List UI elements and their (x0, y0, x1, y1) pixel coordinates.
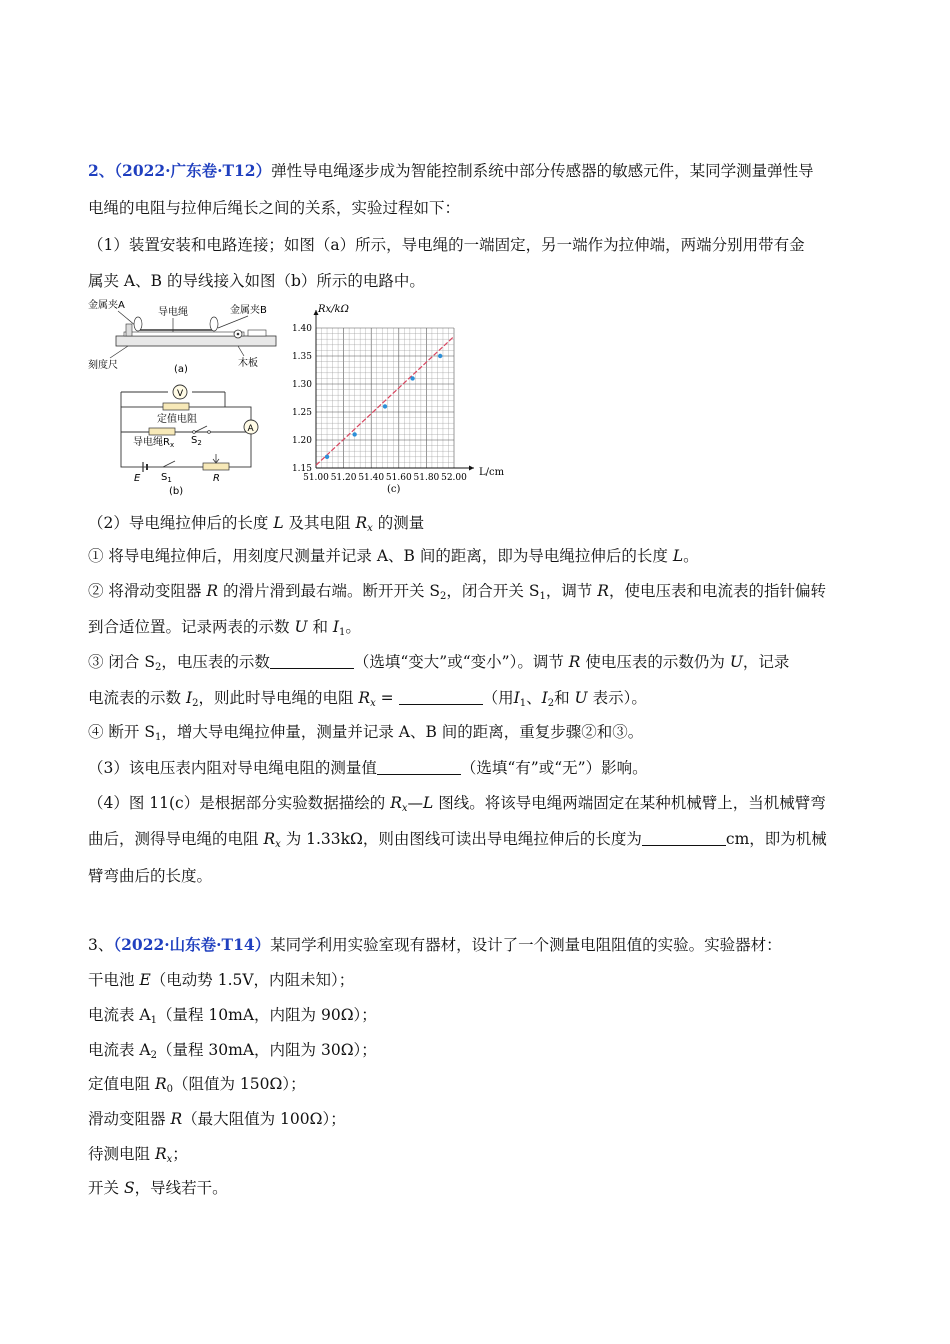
x-tick-label: 51.00 (303, 473, 329, 483)
q2-step2-line1 (88, 581, 868, 601)
q2-part4-R: R (390, 794, 402, 812)
fig-a-rope-label: 导电绳 (158, 307, 188, 318)
q2-part1-a: （1）装置安装和电路连接；如图（a）所示，导电绳的一端固定，另一端作为拉伸端，两端分别用带有金 (88, 236, 805, 254)
q2-step3-line2 (88, 688, 868, 708)
q2-step3-I1: I (513, 689, 520, 707)
figure-a (88, 296, 278, 376)
q2-step4-s1: 1 (154, 732, 162, 743)
q2-step3-j: 、 (526, 689, 542, 707)
q2-step4-a: ④ 断开 S (88, 723, 155, 741)
rope-rx-sub: x (169, 441, 175, 449)
part4-answer-blank[interactable] (642, 831, 726, 846)
q2-part3 (88, 758, 868, 778)
q3-item-ammeter2 (88, 1040, 868, 1060)
y-tick-label: 1.20 (291, 436, 312, 446)
q2-part2-title (88, 513, 868, 533)
q2-step3-s2: 2 (154, 662, 162, 673)
q2-part4-a: （4）图 11(c）是根据部分实验数据描绘的 (88, 794, 386, 812)
q3-item-rheostat (88, 1109, 868, 1129)
q2-step3-h: = (375, 689, 399, 707)
q3-number: 3、 (88, 936, 114, 954)
q3-item-fixed-resistor (88, 1074, 868, 1094)
q2-step3-I1-sub: 1 (519, 698, 527, 709)
q3-item6-sub: x (166, 1154, 173, 1165)
q2-part2-title-L: L (273, 514, 284, 532)
q2-step3-U: U (729, 653, 743, 671)
q3-item6-a: 待测电阻 (88, 1145, 151, 1163)
q3-item-switch (88, 1178, 868, 1198)
q2-part2-title-a: （2）导电绳拉伸后的长度 (88, 514, 269, 532)
q2-step2-e: ，使电压表和电流表的指针偏转 (608, 582, 826, 600)
q2-step2-a: ② 将滑动变阻器 (88, 582, 202, 600)
q3-item2-sub: 1 (150, 1015, 157, 1026)
rope-resistor (149, 428, 175, 435)
q2-part4-b: — (407, 794, 423, 812)
q2-step3-Rx-sub: x (370, 698, 376, 709)
s2-text: S (191, 435, 198, 446)
x-axis-arrow (469, 466, 474, 471)
s1-text: S (161, 472, 168, 483)
figure-c-chart (286, 298, 504, 498)
q3-item5-a: 滑动变阻器 (88, 1110, 166, 1128)
y-tick-label: 1.25 (291, 408, 312, 418)
q3-item-unknown-resistor (88, 1144, 868, 1164)
y-tick-label: 1.35 (291, 352, 312, 362)
figure-b (113, 382, 283, 497)
chart-xlabel: L/cm (479, 467, 504, 478)
q2-step3-R: R (568, 653, 581, 671)
q2-step3-U2: U (574, 689, 588, 707)
step3-answer-blank-2[interactable] (399, 690, 483, 705)
q2-header (88, 161, 868, 181)
q2-part4-L: L (423, 794, 434, 812)
q3-source: （2022·山东卷·T14） (113, 935, 271, 954)
q2-step3-d: 使电压表的示数仍为 (585, 653, 725, 671)
q2-part4-e: 为 1.33kΩ，则由图线可读出导电绳拉伸后的长度为 (285, 830, 642, 848)
q3-item6-R: R (154, 1145, 167, 1163)
q2-part4-f: cm，即为机械 (725, 830, 827, 848)
fig-a-clip-a-label: 金属夹A (88, 300, 125, 311)
q2-part4-d: 曲后，测得导电绳的电阻 (88, 830, 259, 848)
y-tick-label: 1.40 (291, 324, 312, 334)
switch-s1 (163, 461, 175, 467)
rope-rx-label (133, 435, 174, 449)
voltmeter-label: V (177, 389, 184, 399)
data-point (410, 376, 414, 380)
q3-item-battery (88, 970, 868, 990)
q2-step2-U: U (294, 618, 308, 636)
q2-part2-title-R: R (355, 514, 368, 532)
q2-step3-i: （用 (482, 689, 514, 707)
q2-step4-b: ，增大导电绳拉伸量，测量并记录 A、B 间的距离，重复步骤②和③。 (161, 723, 644, 741)
q3-item5-b: （最大阻值为 100Ω）； (182, 1110, 346, 1128)
q3-item4-R: R (154, 1075, 167, 1093)
y-tick-label: 1.30 (291, 380, 312, 390)
q3-item7-b: ，导线若干。 (134, 1179, 228, 1197)
clip-a (134, 317, 142, 331)
q2-step2-I: I (332, 618, 340, 636)
x-tick-label: 51.60 (385, 473, 412, 483)
chart-grid (316, 328, 454, 468)
q2-part2-title-sub: x (367, 523, 373, 534)
q3-item-ammeter1 (88, 1005, 868, 1025)
fig-a-caption: (a) (174, 364, 188, 375)
chart-axes (314, 310, 475, 471)
x-tick-label: 51.80 (413, 473, 440, 483)
step3-answer-blank-1[interactable] (270, 654, 354, 669)
q2-step2-d: ，调节 (545, 582, 593, 600)
chart-caption: (c) (387, 484, 401, 495)
q3-item2-b: （量程 10mA，内阻为 90Ω）； (157, 1006, 377, 1024)
rheostat (203, 463, 229, 470)
q2-step3-I2-sub: 2 (192, 698, 199, 709)
x-tick-label: 51.20 (330, 473, 357, 483)
q2-step3-Rx: R (358, 689, 371, 707)
q3-item1-b: （电动势 1.5V，内阻未知）； (150, 971, 355, 989)
battery-label: E (134, 473, 141, 484)
q2-intro-1: 弹性导电绳逐步成为智能控制系统中部分传感器的敏感元件，某同学测量弹性导 (271, 162, 814, 180)
q2-step2-s1: 1 (539, 591, 546, 602)
rheostat-label: R (213, 473, 220, 484)
q2-step1-b: 。 (683, 547, 699, 565)
q3-item2-a: 电流表 A (88, 1006, 151, 1024)
q2-part4-line1 (88, 793, 868, 813)
s2-sub: 2 (197, 439, 202, 447)
fig-a-clip-b-label: 金属夹B (230, 305, 267, 316)
q2-step3-a: ③ 闭合 S (88, 653, 155, 671)
q2-step3-I2b-sub: 2 (547, 698, 555, 709)
q2-part3-a: （3）该电压表内阻对导电绳电阻的测量值 (88, 759, 377, 777)
ammeter-label: A (247, 424, 254, 434)
q2-intro-2: 电绳的电阻与拉伸后绳长之间的关系，实验过程如下： (88, 199, 461, 217)
q2-step2-s2: 2 (440, 591, 447, 602)
q2-part2-title-b: 及其电阻 (288, 514, 351, 532)
switch-s2 (195, 426, 207, 432)
q2-step3-e: ，记录 (742, 653, 790, 671)
data-point (438, 354, 442, 358)
q3-item6-b: ； (172, 1145, 188, 1163)
data-point (352, 432, 356, 436)
q2-step2-c: ，闭合开关 S (446, 582, 540, 600)
q2-step1-L: L (672, 547, 684, 565)
q3-item3-b: （量程 30mA，内阻为 30Ω）； (157, 1041, 377, 1059)
x-tick-label: 51.40 (358, 473, 385, 483)
q2-part4-R2: R (263, 830, 276, 848)
s2-label (191, 435, 202, 447)
q3-item4-sub: 0 (166, 1084, 173, 1095)
fixed-resistor (163, 403, 189, 410)
q2-step2-I-sub: 1 (339, 627, 346, 638)
q2-step2-f: 到合适位置。记录两表的示数 (88, 618, 290, 636)
q3-item7-a: 开关 (88, 1179, 120, 1197)
s1-sub: 1 (167, 476, 172, 484)
q2-number: 2、 (88, 161, 115, 180)
q2-step2-R: R (206, 582, 219, 600)
q3-item7-S: S (123, 1179, 135, 1197)
q2-part2-title-c: 的测量 (377, 514, 425, 532)
fig-b-caption: (b) (169, 486, 184, 497)
q2-step2-g: 和 (312, 618, 328, 636)
q2-figures (88, 296, 508, 501)
q2-step1-a: ① 将导电绳拉伸后，用刻度尺测量并记录 A、B 间的距离，即为导电绳拉伸后的长度 (88, 547, 668, 565)
q2-part3-b: （选填“有”或“无”）影响。 (460, 759, 648, 777)
q2-step1 (88, 546, 868, 566)
q2-step3-l: 表示）。 (592, 689, 647, 707)
q3-item1-a: 干电池 (88, 971, 135, 989)
q2-step2-R2: R (597, 582, 609, 600)
fixed-resistor-label: 定值电阻 (157, 414, 197, 425)
q3-item4-b: （阻值为 150Ω）； (173, 1075, 306, 1093)
ruler (124, 332, 244, 336)
q2-step3-line1 (88, 652, 868, 672)
data-point (383, 404, 387, 408)
x-tick-label: 52.00 (441, 473, 467, 483)
q2-step2-line2 (88, 617, 868, 637)
data-point (325, 455, 329, 459)
q2-step3-c: （选填“变大”或“变小”）。调节 (353, 653, 564, 671)
wood-board (116, 336, 276, 346)
fig-a-ruler-label: 刻度尺 (88, 360, 118, 371)
q2-source: （2022·广东卷·T12） (114, 161, 272, 180)
s1-label (161, 472, 172, 484)
q2-part4-line3: 臂弯曲后的长度。 (88, 867, 213, 885)
q3-item1-E: E (139, 971, 151, 989)
q2-step3-k: 和 (554, 689, 570, 707)
q3-item3-a: 电流表 A (88, 1041, 151, 1059)
q3-header (88, 935, 868, 955)
rope-rx-text: 导电绳R (133, 437, 170, 448)
q2-step2-b: 的滑片滑到最右端。断开开关 S (222, 582, 441, 600)
q2-part4-line2 (88, 829, 868, 849)
clip-b (210, 317, 218, 331)
q2-step3-g: ，则此时导电绳的电阻 (198, 689, 354, 707)
q3-item5-R: R (170, 1110, 183, 1128)
q2-part4-c: 图线。将该导电绳两端固定在某种机械臂上，当机械臂弯 (438, 794, 826, 812)
q3-item4-a: 定值电阻 (88, 1075, 151, 1093)
q2-step3-I2b: I (541, 689, 548, 707)
q2-step3-I2: I (185, 689, 193, 707)
q2-step4 (88, 722, 868, 742)
q2-part1-b: 属夹 A、B 的导线接入如图（b）所示的电路中。 (88, 272, 425, 290)
q2-step3-b: ，电压表的示数 (161, 653, 270, 671)
q3-item3-sub: 2 (150, 1050, 157, 1061)
chart-ylabel: Rx/kΩ (318, 304, 349, 315)
q2-step2-h: 。 (345, 618, 361, 636)
q2-step3-f: 电流表的示数 (88, 689, 182, 707)
y-tick-label: 1.15 (291, 464, 312, 474)
q2-part4-sub: x (401, 803, 408, 814)
fig-a-board-label: 木板 (238, 358, 258, 369)
q3-intro: 某同学利用实验室现有器材，设计了一个测量电阻阻值的实验。实验器材： (270, 936, 782, 954)
q2-part4-sub2: x (275, 839, 281, 850)
part3-answer-blank[interactable] (377, 760, 461, 775)
